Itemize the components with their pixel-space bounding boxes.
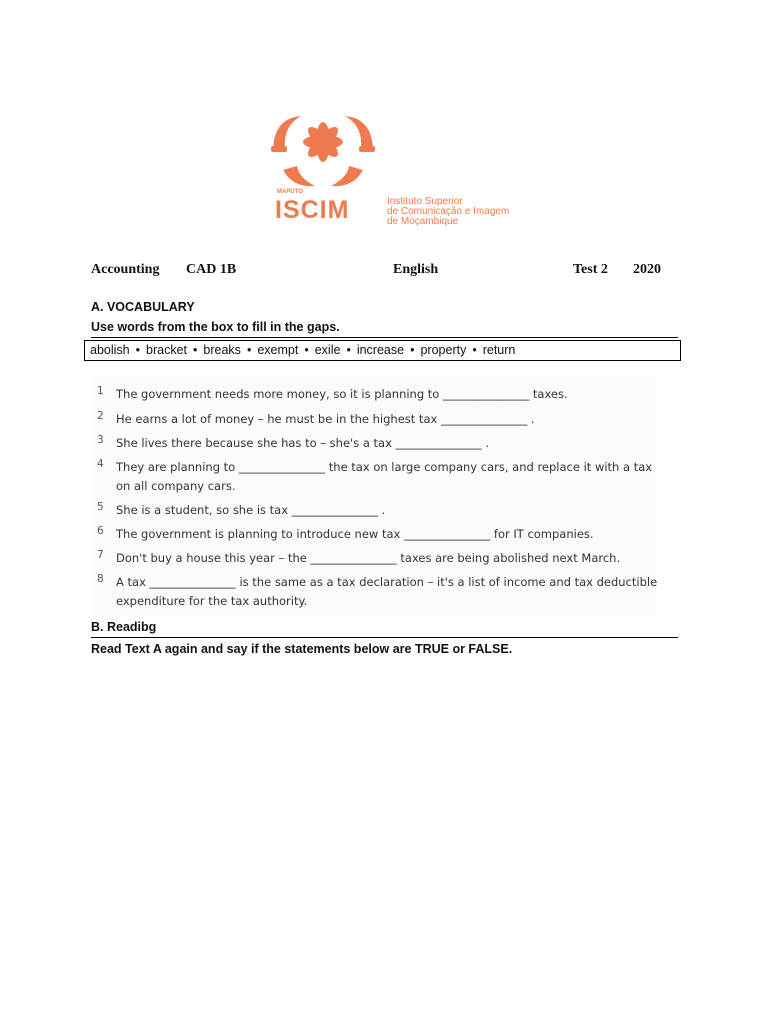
section-b-instruction: Read Text A again and say if the statements below are TRUE or FALSE. — [91, 642, 513, 656]
word: return — [482, 343, 516, 357]
bullet: • — [246, 343, 252, 357]
item-text: They are planning to _______________ the tax on large company cars, and replace it with a tax — [116, 460, 653, 474]
word: bracket — [146, 343, 188, 357]
iscim-logo — [255, 108, 555, 233]
header-test: Test 2 — [573, 262, 608, 277]
word: increase — [356, 343, 405, 357]
bullet: • — [193, 343, 198, 357]
header-course: English — [393, 262, 439, 277]
section-a-title: A. VOCABULARY — [91, 300, 195, 314]
item-number: 8 — [97, 573, 104, 585]
item-text: The government needs more money, so it is planning to _______________ taxes. — [116, 387, 568, 401]
section-b-title: B. Readibg — [91, 620, 157, 634]
header-subject: Accounting — [91, 262, 160, 277]
item-text: A tax _______________ is the same as a tax declaration – it's a list of income and tax deductible — [116, 575, 658, 589]
logo-subtitle-line-3: de Moçambique — [387, 216, 459, 227]
word: breaks — [203, 343, 241, 357]
word: exile — [314, 343, 341, 357]
logo-wordmark: ISCIM — [275, 196, 350, 224]
section-a-instruction: Use words from the box to fill in the gaps. — [91, 320, 340, 334]
divider — [91, 637, 678, 638]
iscim-emblem-icon — [263, 108, 383, 193]
item-number: 4 — [97, 458, 104, 470]
word: exempt — [257, 343, 299, 357]
bullet: • — [135, 343, 141, 357]
item-number: 1 — [97, 385, 104, 397]
header-class: CAD 1B — [186, 262, 237, 277]
bullet: • — [472, 343, 477, 357]
exercise-list — [91, 378, 656, 616]
item-text: The government is planning to introduce new tax _______________ for IT companies. — [116, 527, 594, 541]
word: abolish — [90, 343, 130, 357]
item-text: She lives there because she has to – she's a tax _______________ . — [116, 436, 490, 450]
logo-city: MAPUTO — [277, 189, 303, 195]
item-number: 3 — [97, 434, 104, 446]
item-text: Don't buy a house this year – the _______________ taxes are being abolished next March. — [116, 551, 621, 565]
item-text: She is a student, so she is tax _______________ . — [116, 503, 386, 517]
bullet: • — [410, 343, 415, 357]
bullet: • — [346, 343, 351, 357]
header-year: 2020 — [633, 262, 661, 277]
item-number: 7 — [97, 549, 104, 561]
item-number: 2 — [97, 410, 104, 422]
item-number: 6 — [97, 525, 104, 537]
word: property — [420, 343, 467, 357]
bullet: • — [304, 343, 309, 357]
logo-subtitle-line-1: Instituto Superior — [387, 196, 463, 207]
item-text: expenditure for the tax authority. — [116, 594, 308, 608]
item-text: He earns a lot of money – he must be in the highest tax _______________ . — [116, 412, 535, 426]
logo-subtitle-line-2: de Comunicação e Imagem — [387, 206, 510, 217]
item-text: on all company cars. — [116, 479, 236, 493]
item-number: 5 — [97, 501, 104, 513]
divider — [91, 337, 678, 338]
word-box — [84, 340, 681, 361]
